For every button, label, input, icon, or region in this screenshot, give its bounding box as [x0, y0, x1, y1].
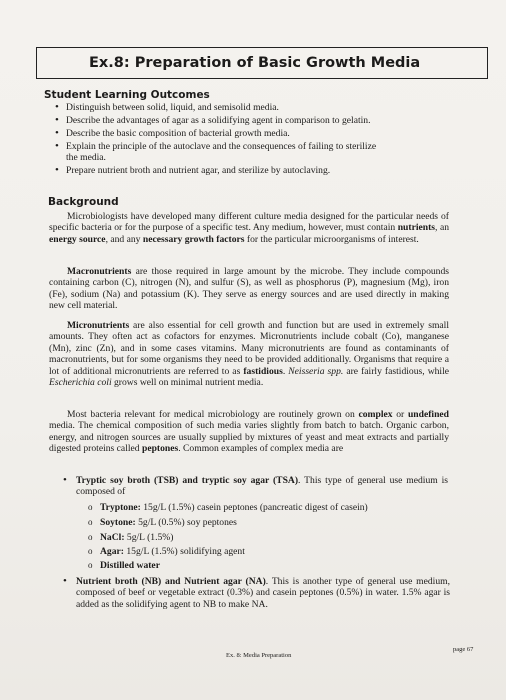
- micronutrients-paragraph: Micronutrients are also essential for cell growth and function but are used in extremely small amounts. They often act as cofactors for enzymes. Micronutrients include cobalt (Co), manganese (Mn), zinc (Zn), and in some cases vitamins. Many micronutrients are found as contaminants of macronutrients, but for some organisms they need to be provided additionally. Organisms that require a lot of additional micronutrients are referred to as fastidious. Neisseria spp. are fairly fastidious, while Escherichia coli grows well on minimal nutrient media.: [49, 320, 450, 389]
- footer-label: Ex. 8: Media Preparation: [226, 652, 292, 659]
- outcome-item: • Distinguish between solid, liquid, and semisolid media.: [55, 101, 279, 113]
- page-number: page 67: [453, 646, 474, 653]
- bullet-icon: •: [55, 164, 59, 176]
- complex-media-paragraph: Most bacteria relevant for medical microbiology are routinely grown on complex or undefined media. The chemical composition of such media varies slightly from batch to batch. Organic carbon, energy, and nitrogen sources are usually supplied by mixtures of yeast and meat extracts and partially digested proteins called peptones. Common examples of complex media are: [49, 409, 449, 455]
- nb-item: • Nutrient broth (NB) and Nutrient agar (NA). This is another type of general use medium, composed of beef or vegetable extract (0.3%) and casein peptones (0.5%) in water. 1.5% agar is added as the solidifying agent to NB to make NA.: [63, 575, 450, 610]
- ingredient-item: o Tryptone: 15g/L (1.5%) casein peptones (pancreatic digest of casein): [88, 502, 368, 513]
- circle-bullet-icon: o: [88, 546, 93, 556]
- bullet-icon: •: [55, 140, 59, 152]
- bullet-icon: •: [55, 114, 59, 126]
- outcome-item: • Describe the basic composition of bacterial growth media.: [55, 127, 290, 139]
- ingredient-item: o Distilled water: [88, 560, 160, 571]
- outcome-item-continued: the media.: [66, 152, 106, 163]
- outcome-item: • Prepare nutrient broth and nutrient agar, and sterilize by autoclaving.: [55, 164, 331, 176]
- bullet-icon: •: [55, 127, 59, 139]
- background-heading: Background: [48, 196, 119, 208]
- outcome-item: • Explain the principle of the autoclave and the consequences of failing to sterilize: [55, 140, 377, 152]
- background-paragraph-1: Microbiologists have developed many different culture media designed for the particular needs of specific bacteria or for the purpose of a specific test. Any medium, however, must contain nutrients, an energy source, and any necessary growth factors for the particular microorganisms of interest.: [49, 211, 449, 245]
- outcomes-heading: Student Learning Outcomes: [44, 89, 210, 101]
- ingredient-item: o Soytone: 5g/L (0.5%) soy peptones: [88, 517, 237, 528]
- circle-bullet-icon: o: [88, 532, 93, 542]
- circle-bullet-icon: o: [88, 517, 93, 527]
- outcome-item: • Describe the advantages of agar as a solidifying agent in comparison to gelatin.: [55, 114, 371, 126]
- ingredient-item: o Agar: 15g/L (1.5%) solidifying agent: [88, 546, 245, 557]
- page-title: Ex.8: Preparation of Basic Growth Media: [36, 47, 488, 79]
- macronutrients-paragraph: Macronutrients are those required in large amount by the microbe. They include compounds containing carbon (C), nitrogen (N), and sulfur (S), as well as phosphorus (P), magnesium (Mg), iron (Fe), sodium (Na) and potassium (K). They serve as energy sources and are used directly in making new cell material.: [49, 266, 449, 312]
- bullet-icon: •: [55, 101, 59, 113]
- tsb-item: • Tryptic soy broth (TSB) and tryptic soy agar (TSA). This type of general use medium is composed of: [63, 474, 449, 498]
- bullet-icon: •: [63, 575, 67, 587]
- circle-bullet-icon: o: [88, 502, 93, 512]
- bullet-icon: •: [63, 474, 67, 486]
- ingredient-item: o NaCl: 5g/L (1.5%): [88, 532, 174, 543]
- circle-bullet-icon: o: [88, 560, 93, 570]
